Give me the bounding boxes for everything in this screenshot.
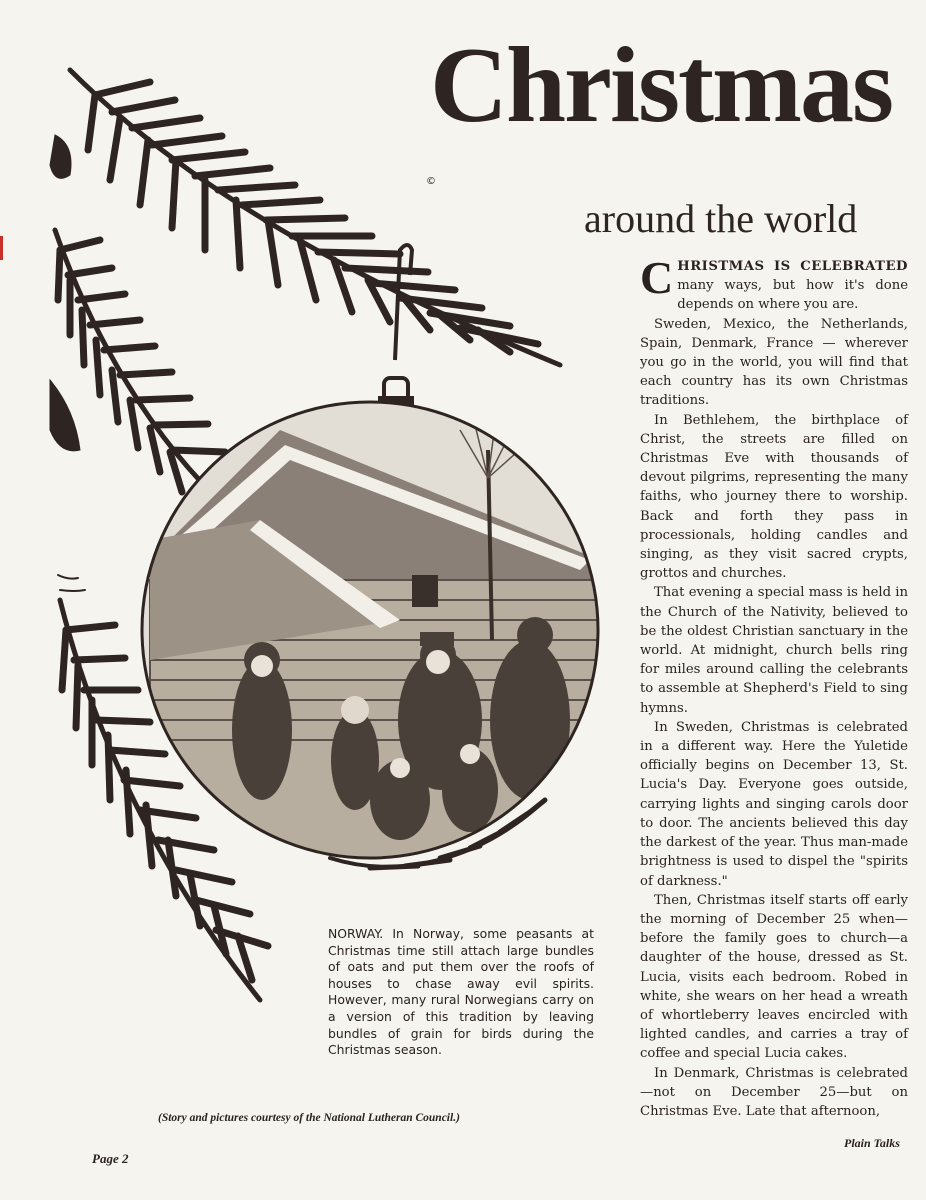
page-number: Page 2 [92,1151,129,1166]
page-subtitle: around the world [584,196,858,241]
article-paragraph: Then, Christmas itself starts off early the morning of December 25 when—before the family goes to church—a daughter of the house, dressed as St. Lucia, visits each bedroom. Robed in white, she wears on her head a wreath of whortleberry leaves encircled with lighted candles, and carries a tray of coffee and special Lucia cakes. [640,892,908,1062]
story-credit: (Story and pictures courtesy of the National Lutheran Council.) [158,1112,460,1124]
article-paragraph: In Bethlehem, the birthplace of Christ, the streets are filled on Christmas Eve with thousands of devout pilgrims, representing the many faiths, who journey there to worship. Back and forth they pass in processionals, holding candles and singing, as they visit sacred crypts, grottos and churches. [640,412,908,582]
page-title: Christmas [430,26,892,145]
article-paragraph: In Denmark, Christmas is celebrated—not on December 25—but on Christmas Eve. Late that afternoon, [640,1065,908,1119]
article-paragraph: In Sweden, Christmas is celebrated in a different way. Here the Yuletide officially begins on December 13, St. Lucia's Day. Everyone goes outside, carrying lights and singing carols door to door. The ancients believed this day the darkest of the year. Thus man-made brightness is used to dispel the "spirits of darkness." [640,719,908,889]
article-lead-paragraph [640,252,908,315]
drop-cap: C [640,252,674,303]
article-body [640,252,908,1121]
publication-name: Plain Talks [844,1136,900,1150]
lead-caps: HRISTMAS IS CELEBRATED [677,259,908,274]
copyright-mark: © [426,176,436,187]
photo-caption: NORWAY. In Norway, some peasants at Christmas time still attach large bundles of oats and put them over the roofs of houses to chase away evil spirits. However, many rural Norwegians carry on a version of this tradition by leaving bundles of grain for birds during the Christmas season. [328,926,594,1058]
article-paragraph: That evening a special mass is held in the Church of the Nativity, believed to be the oldest Christian sanctuary in the world. At midnight, church bells ring for miles around calling the celebrants to assemble at Shepherd's Field to sing hymns. [640,585,908,716]
lead-rest: many ways, but how it's done depends on where you are. [677,278,908,313]
article-paragraph: Sweden, Mexico, the Netherlands, Spain, Denmark, France — wherever you go in the world, you will find that each country has its own Christmas traditions. [640,316,908,409]
